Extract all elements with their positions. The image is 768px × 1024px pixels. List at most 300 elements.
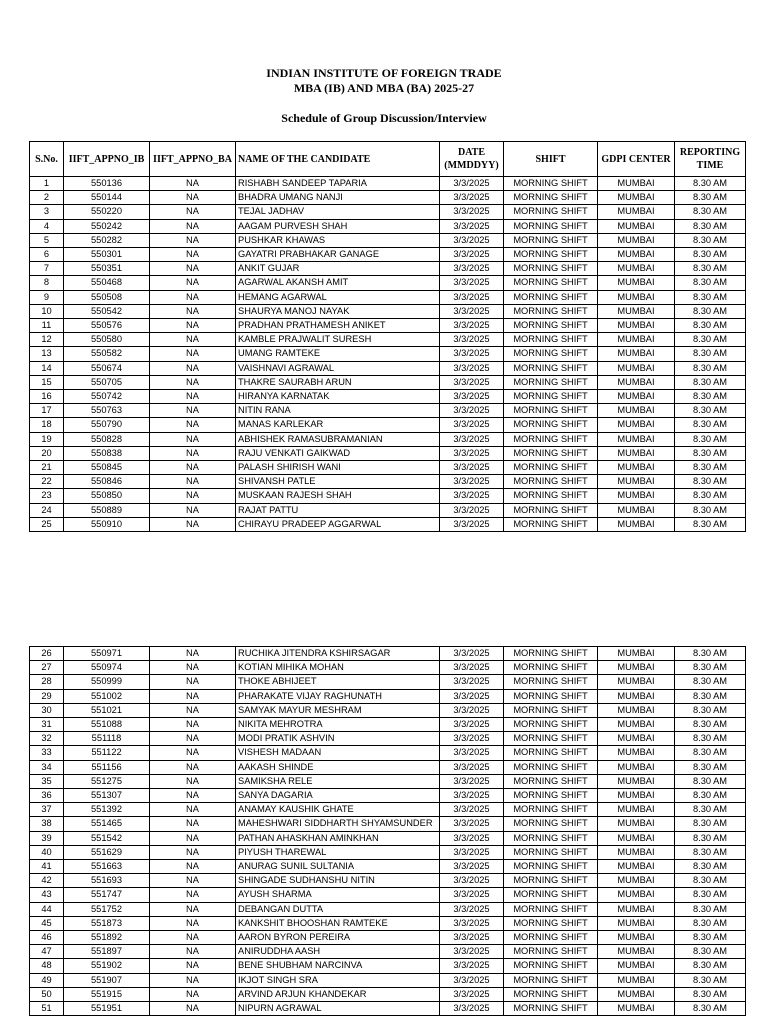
table-cell: AARON BYRON PEREIRA (236, 931, 440, 945)
table-cell: MUMBAI (598, 1002, 675, 1016)
table-cell: DEBANGAN DUTTA (236, 902, 440, 916)
table-cell: MUMBAI (598, 661, 675, 675)
table-cell: 3/3/2025 (440, 675, 504, 689)
table-cell: NA (150, 959, 236, 973)
table-cell: MUMBAI (598, 774, 675, 788)
table-cell: 550242 (64, 219, 150, 233)
table-cell: MORNING SHIFT (504, 446, 598, 460)
table-cell: 551873 (64, 916, 150, 930)
table-cell: 8.30 AM (675, 703, 746, 717)
table-cell: MORNING SHIFT (504, 931, 598, 945)
table-cell: NA (150, 517, 236, 531)
table-cell: NA (150, 461, 236, 475)
table-cell: MORNING SHIFT (504, 888, 598, 902)
table-cell: 8.30 AM (675, 746, 746, 760)
table-cell: 8.30 AM (675, 931, 746, 945)
table-cell: NA (150, 931, 236, 945)
table-cell: PHARAKATE VIJAY RAGHUNATH (236, 689, 440, 703)
table-cell: 8.30 AM (675, 789, 746, 803)
table-row (30, 404, 746, 418)
table-row (30, 888, 746, 902)
table-cell: NA (150, 475, 236, 489)
table-row (30, 902, 746, 916)
table-cell: 3/3/2025 (440, 874, 504, 888)
table-row (30, 916, 746, 930)
table-cell: 44 (30, 902, 64, 916)
table-row (30, 248, 746, 262)
table-row (30, 675, 746, 689)
table-cell: MORNING SHIFT (504, 333, 598, 347)
table-cell: MORNING SHIFT (504, 661, 598, 675)
table-cell: 8.30 AM (675, 831, 746, 845)
table-cell: 8.30 AM (675, 860, 746, 874)
table-cell: NA (150, 689, 236, 703)
table-cell: 3/3/2025 (440, 418, 504, 432)
table-cell: 8.30 AM (675, 916, 746, 930)
table-cell: MUMBAI (598, 191, 675, 205)
table-cell: 3/3/2025 (440, 503, 504, 517)
table-cell: MUMBAI (598, 817, 675, 831)
table-cell: NA (150, 916, 236, 930)
table-cell: 8.30 AM (675, 503, 746, 517)
table-cell: MUMBAI (598, 703, 675, 717)
table-cell: MUMBAI (598, 732, 675, 746)
table-cell: MORNING SHIFT (504, 319, 598, 333)
table-cell: MUMBAI (598, 760, 675, 774)
table-cell: VISHESH MADAAN (236, 746, 440, 760)
table-cell: 3/3/2025 (440, 845, 504, 859)
table-cell: BHADRA UMANG NANJI (236, 191, 440, 205)
table-cell: MORNING SHIFT (504, 689, 598, 703)
table-row (30, 803, 746, 817)
table-cell: 45 (30, 916, 64, 930)
table-cell: 3/3/2025 (440, 732, 504, 746)
table-cell: MORNING SHIFT (504, 233, 598, 247)
table-cell: 8.30 AM (675, 888, 746, 902)
table-cell: 2 (30, 191, 64, 205)
table-cell: MUMBAI (598, 959, 675, 973)
table-cell: 3/3/2025 (440, 205, 504, 219)
table-cell: 550301 (64, 248, 150, 262)
table-cell: MORNING SHIFT (504, 262, 598, 276)
table-cell: SHINGADE SUDHANSHU NITIN (236, 874, 440, 888)
table-cell: 6 (30, 248, 64, 262)
table-cell: NA (150, 987, 236, 1001)
table-cell: 3/3/2025 (440, 902, 504, 916)
table-cell: MORNING SHIFT (504, 347, 598, 361)
table-cell: RAJU VENKATI GAIKWAD (236, 446, 440, 460)
table-cell: 8.30 AM (675, 902, 746, 916)
table-cell: MUMBAI (598, 404, 675, 418)
table-cell: NA (150, 945, 236, 959)
table-cell: 3/3/2025 (440, 831, 504, 845)
program-title: MBA (IB) AND MBA (BA) 2025-27 (293, 81, 475, 95)
table-cell: 3/3/2025 (440, 191, 504, 205)
table-cell: 8.30 AM (675, 319, 746, 333)
table-row (30, 290, 746, 304)
table-cell: MORNING SHIFT (504, 304, 598, 318)
schedule-table-page-1 (29, 141, 746, 532)
table-row (30, 489, 746, 503)
table-cell: MUMBAI (598, 860, 675, 874)
table-cell: 9 (30, 290, 64, 304)
table-row (30, 703, 746, 717)
table-cell: 3/3/2025 (440, 262, 504, 276)
table-cell: 3/3/2025 (440, 290, 504, 304)
table-row (30, 760, 746, 774)
table-cell: MORNING SHIFT (504, 860, 598, 874)
table-cell: 3/3/2025 (440, 404, 504, 418)
table-cell: 8.30 AM (675, 987, 746, 1001)
table-cell: MORNING SHIFT (504, 361, 598, 375)
table-cell: ANAMAY KAUSHIK GHATE (236, 803, 440, 817)
table-cell: 8.30 AM (675, 945, 746, 959)
table-cell: 550828 (64, 432, 150, 446)
table-row (30, 817, 746, 831)
table-row (30, 262, 746, 276)
table-cell: 15 (30, 375, 64, 389)
table-cell: 551542 (64, 831, 150, 845)
table-cell: MORNING SHIFT (504, 817, 598, 831)
table-cell: MORNING SHIFT (504, 191, 598, 205)
table-cell: 551118 (64, 732, 150, 746)
table-cell: 8.30 AM (675, 675, 746, 689)
schedule-table-page-2 (29, 646, 746, 1016)
table-cell: NA (150, 404, 236, 418)
table-cell: 8.30 AM (675, 774, 746, 788)
table-cell: 3/3/2025 (440, 304, 504, 318)
table-row (30, 233, 746, 247)
table-cell: 20 (30, 446, 64, 460)
col-center: GDPI CENTER (598, 142, 675, 177)
table-cell: MUMBAI (598, 432, 675, 446)
table-cell: 1 (30, 177, 64, 191)
table-cell: NA (150, 860, 236, 874)
table-cell: 550674 (64, 361, 150, 375)
table-row (30, 959, 746, 973)
table-cell: 12 (30, 333, 64, 347)
table-row (30, 746, 746, 760)
table-cell: THOKE ABHIJEET (236, 675, 440, 689)
table-cell: 47 (30, 945, 64, 959)
table-cell: ARVIND ARJUN KHANDEKAR (236, 987, 440, 1001)
table-cell: MANAS KARLEKAR (236, 418, 440, 432)
table-cell: MUMBAI (598, 446, 675, 460)
table-cell: 8.30 AM (675, 290, 746, 304)
table-row (30, 390, 746, 404)
table-cell: 550910 (64, 517, 150, 531)
table-cell: 550742 (64, 390, 150, 404)
table-cell: 550889 (64, 503, 150, 517)
table-cell: SAMYAK MAYUR MESHRAM (236, 703, 440, 717)
table-cell: MUSKAAN RAJESH SHAH (236, 489, 440, 503)
table-cell: 550845 (64, 461, 150, 475)
table-cell: 3/3/2025 (440, 973, 504, 987)
table-cell: MORNING SHIFT (504, 803, 598, 817)
table-cell: 550351 (64, 262, 150, 276)
table-cell: PRADHAN PRATHAMESH ANIKET (236, 319, 440, 333)
table-cell: PATHAN AHASKHAN AMINKHAN (236, 831, 440, 845)
table-cell: 8.30 AM (675, 219, 746, 233)
table-cell: MORNING SHIFT (504, 475, 598, 489)
table-cell: 551021 (64, 703, 150, 717)
table-row (30, 1002, 746, 1016)
table-cell: MUMBAI (598, 205, 675, 219)
table-cell: 3/3/2025 (440, 789, 504, 803)
table-cell: 30 (30, 703, 64, 717)
table-cell: 8.30 AM (675, 205, 746, 219)
table-cell: 551907 (64, 973, 150, 987)
table-cell: 23 (30, 489, 64, 503)
table-row (30, 333, 746, 347)
table-cell: 551629 (64, 845, 150, 859)
table-cell: 16 (30, 390, 64, 404)
table-cell: 550971 (64, 647, 150, 661)
col-time: REPORTING TIME (675, 142, 746, 177)
table-cell: 11 (30, 319, 64, 333)
table-cell: 550576 (64, 319, 150, 333)
table-cell: 3/3/2025 (440, 475, 504, 489)
table-cell: MORNING SHIFT (504, 461, 598, 475)
table-row (30, 361, 746, 375)
col-appno-ib: IIFT_APPNO_IB (64, 142, 150, 177)
table-cell: MUMBAI (598, 874, 675, 888)
table-cell: 50 (30, 987, 64, 1001)
table-cell: 3/3/2025 (440, 803, 504, 817)
table-cell: MUMBAI (598, 916, 675, 930)
table-cell: 32 (30, 732, 64, 746)
table-cell: AGARWAL AKANSH AMIT (236, 276, 440, 290)
table-cell: GAYATRI PRABHAKAR GANAGE (236, 248, 440, 262)
table-row (30, 446, 746, 460)
table-cell: 40 (30, 845, 64, 859)
table-row (30, 517, 746, 531)
table-cell: MUMBAI (598, 262, 675, 276)
table-cell: 22 (30, 475, 64, 489)
table-row (30, 789, 746, 803)
table-cell: 550542 (64, 304, 150, 318)
table-header-row (30, 142, 746, 177)
table-cell: MORNING SHIFT (504, 248, 598, 262)
table-cell: MUMBAI (598, 347, 675, 361)
table-cell: MORNING SHIFT (504, 390, 598, 404)
table-cell: 550282 (64, 233, 150, 247)
table-cell: MUMBAI (598, 945, 675, 959)
table-cell: NA (150, 647, 236, 661)
table-cell: MORNING SHIFT (504, 902, 598, 916)
table-cell: 551465 (64, 817, 150, 831)
table-cell: 37 (30, 803, 64, 817)
table-cell: MUMBAI (598, 489, 675, 503)
table-cell: 551915 (64, 987, 150, 1001)
table-cell: 4 (30, 219, 64, 233)
table-cell: MORNING SHIFT (504, 219, 598, 233)
table-cell: NA (150, 191, 236, 205)
table-row (30, 319, 746, 333)
table-cell: MUMBAI (598, 276, 675, 290)
table-cell: 551663 (64, 860, 150, 874)
table-cell: MORNING SHIFT (504, 432, 598, 446)
table-cell: 8.30 AM (675, 248, 746, 262)
table-row (30, 177, 746, 191)
table-cell: MORNING SHIFT (504, 732, 598, 746)
table-row (30, 945, 746, 959)
table-cell: MORNING SHIFT (504, 517, 598, 531)
table-cell: PIYUSH THAREWAL (236, 845, 440, 859)
table-cell: NA (150, 503, 236, 517)
table-cell: ANIRUDDHA AASH (236, 945, 440, 959)
table-cell: IKJOT SINGH SRA (236, 973, 440, 987)
table-cell: MORNING SHIFT (504, 831, 598, 845)
table-cell: NA (150, 831, 236, 845)
table-cell: 550850 (64, 489, 150, 503)
table-cell: NA (150, 789, 236, 803)
table-cell: NA (150, 760, 236, 774)
table-cell: 42 (30, 874, 64, 888)
table-cell: 8.30 AM (675, 475, 746, 489)
table-row (30, 860, 746, 874)
table-cell: 3/3/2025 (440, 219, 504, 233)
table-cell: 8.30 AM (675, 874, 746, 888)
table-cell: 3/3/2025 (440, 248, 504, 262)
table-cell: 8.30 AM (675, 489, 746, 503)
table-cell: NA (150, 347, 236, 361)
table-cell: 8.30 AM (675, 432, 746, 446)
col-sno: S.No. (30, 142, 64, 177)
table-cell: SHAURYA MANOJ NAYAK (236, 304, 440, 318)
table-row (30, 647, 746, 661)
table-cell: NITIN RANA (236, 404, 440, 418)
table-cell: MUMBAI (598, 689, 675, 703)
table-cell: 35 (30, 774, 64, 788)
table-cell: NA (150, 219, 236, 233)
table-body-page-1 (30, 177, 746, 532)
table-cell: NA (150, 375, 236, 389)
table-cell: 8.30 AM (675, 233, 746, 247)
col-shift: SHIFT (504, 142, 598, 177)
table-cell: 550763 (64, 404, 150, 418)
table-cell: MUMBAI (598, 219, 675, 233)
table-cell: 550144 (64, 191, 150, 205)
table-cell: 29 (30, 689, 64, 703)
table-cell: 5 (30, 233, 64, 247)
table-cell: NA (150, 703, 236, 717)
table-cell: 550999 (64, 675, 150, 689)
table-cell: NA (150, 290, 236, 304)
table-cell: NA (150, 361, 236, 375)
table-cell: 8.30 AM (675, 418, 746, 432)
table-cell: NA (150, 973, 236, 987)
table-cell: 3/3/2025 (440, 945, 504, 959)
table-cell: 8.30 AM (675, 375, 746, 389)
table-cell: MUMBAI (598, 746, 675, 760)
table-cell: NA (150, 418, 236, 432)
table-cell: 3/3/2025 (440, 233, 504, 247)
table-cell: 3/3/2025 (440, 987, 504, 1001)
table-cell: MORNING SHIFT (504, 489, 598, 503)
table-cell: MORNING SHIFT (504, 959, 598, 973)
table-row (30, 475, 746, 489)
table-cell: MUMBAI (598, 845, 675, 859)
col-appno-ba: IIFT_APPNO_BA (150, 142, 236, 177)
table-cell: KOTIAN MIHIKA MOHAN (236, 661, 440, 675)
table-cell: MUMBAI (598, 248, 675, 262)
table-cell: CHIRAYU PRADEEP AGGARWAL (236, 517, 440, 531)
table-cell: 38 (30, 817, 64, 831)
table-cell: 8.30 AM (675, 333, 746, 347)
table-cell: KANKSHIT BHOOSHAN RAMTEKE (236, 916, 440, 930)
table-cell: MORNING SHIFT (504, 718, 598, 732)
table-cell: 46 (30, 931, 64, 945)
table-cell: MUMBAI (598, 831, 675, 845)
table-cell: 551693 (64, 874, 150, 888)
table-cell: 3/3/2025 (440, 746, 504, 760)
table-cell: MUMBAI (598, 333, 675, 347)
table-cell: MUMBAI (598, 789, 675, 803)
table-cell: TEJAL JADHAV (236, 205, 440, 219)
table-cell: HEMANG AGARWAL (236, 290, 440, 304)
table-cell: NA (150, 319, 236, 333)
table-cell: 551902 (64, 959, 150, 973)
table-cell: MORNING SHIFT (504, 276, 598, 290)
table-cell: 43 (30, 888, 64, 902)
table-row (30, 973, 746, 987)
table-cell: 41 (30, 860, 64, 874)
table-cell: 48 (30, 959, 64, 973)
table-cell: MUMBAI (598, 390, 675, 404)
table-cell: 8.30 AM (675, 760, 746, 774)
table-cell: MUMBAI (598, 177, 675, 191)
table-cell: 8.30 AM (675, 973, 746, 987)
table-cell: MORNING SHIFT (504, 418, 598, 432)
table-row (30, 191, 746, 205)
table-cell: NA (150, 732, 236, 746)
table-cell: 39 (30, 831, 64, 845)
table-cell: 14 (30, 361, 64, 375)
table-cell: 8.30 AM (675, 661, 746, 675)
table-row (30, 987, 746, 1001)
table-cell: HIRANYA KARNATAK (236, 390, 440, 404)
table-cell: 18 (30, 418, 64, 432)
table-cell: 51 (30, 1002, 64, 1016)
table-cell: 8.30 AM (675, 262, 746, 276)
table-cell: MUMBAI (598, 503, 675, 517)
table-cell: 8.30 AM (675, 817, 746, 831)
table-cell: NA (150, 276, 236, 290)
table-cell: 551897 (64, 945, 150, 959)
table-cell: SHIVANSH PATLE (236, 475, 440, 489)
table-row (30, 418, 746, 432)
table-cell: 3/3/2025 (440, 774, 504, 788)
table-cell: 21 (30, 461, 64, 475)
table-cell: MORNING SHIFT (504, 375, 598, 389)
table-cell: 3/3/2025 (440, 375, 504, 389)
table-cell: 8.30 AM (675, 446, 746, 460)
table-cell: RISHABH SANDEEP TAPARIA (236, 177, 440, 191)
table-cell: MUMBAI (598, 475, 675, 489)
table-cell: 3/3/2025 (440, 959, 504, 973)
table-cell: 550974 (64, 661, 150, 675)
table-cell: 3/3/2025 (440, 703, 504, 717)
table-cell: MORNING SHIFT (504, 945, 598, 959)
table-cell: ABHISHEK RAMASUBRAMANIAN (236, 432, 440, 446)
table-cell: 3/3/2025 (440, 931, 504, 945)
table-cell: NIKITA MEHROTRA (236, 718, 440, 732)
table-cell: AAGAM PURVESH SHAH (236, 219, 440, 233)
table-cell: BENE SHUBHAM NARCINVA (236, 959, 440, 973)
table-cell: NA (150, 1002, 236, 1016)
table-cell: 8.30 AM (675, 361, 746, 375)
